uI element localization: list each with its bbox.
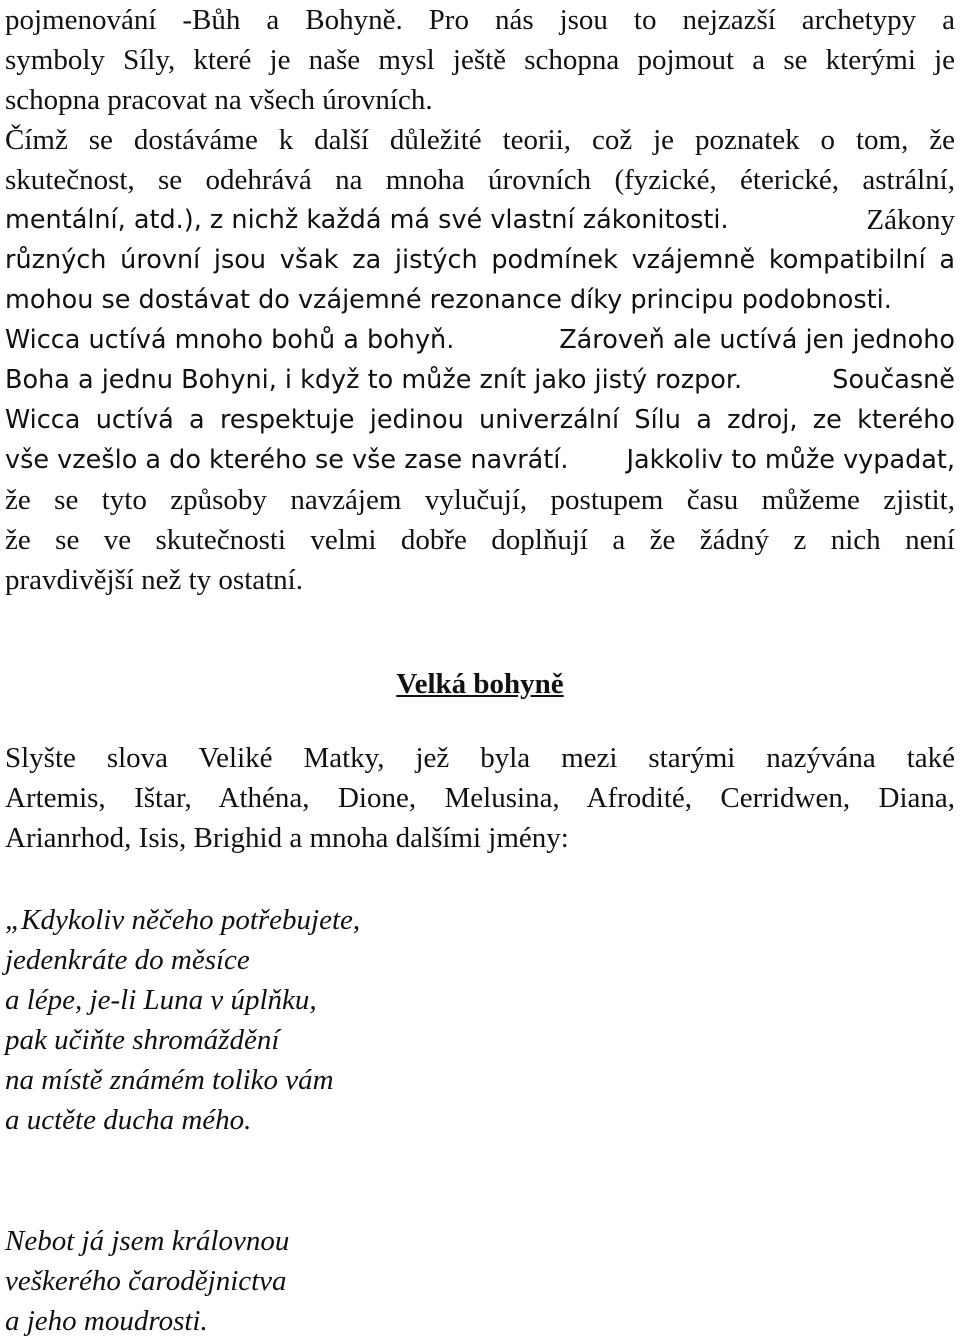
verse-line: a jeho moudrosti. (5, 1305, 208, 1337)
verse-line: Nebot já jsem královnou (5, 1225, 290, 1257)
text-line: Boha a jednu Bohyni, i když to může znít jako jistý rozpor. (5, 365, 743, 395)
paragraph-intro (5, 0, 955, 600)
verse-line: „Kdykoliv něčeho potřebujete, (5, 904, 361, 936)
verse-line: veškerého čarodějnictva (5, 1265, 287, 1297)
section-heading: Velká bohyně (396, 668, 564, 700)
text-line: Wicca uctívá a respektuje jedinou univerzální Sílu a zdroj, ze kterého (5, 405, 955, 435)
text-line: že se ve skutečnosti velmi dobře doplňují a že žádný z nich není (5, 524, 955, 556)
text-line: různých úrovní jsou však za jistých podmínek vzájemně kompatibilní a (5, 245, 955, 275)
text-line: vše vzešlo a do kterého se vše zase navrátí. (5, 445, 569, 475)
text-line: mohou se dostávat do vzájemné rezonance díky principu podobnosti. (5, 285, 892, 315)
verse-line: na místě známém toliko vám (5, 1064, 334, 1096)
text-line: pravdivější než ty ostatní. (5, 564, 303, 596)
verse-line: jedenkráte do měsíce (5, 944, 250, 976)
text-line: Wicca uctívá mnoho bohů a bohyň. (5, 325, 455, 355)
text-line: Zároveň ale uctívá jen jednoho (559, 325, 955, 355)
verse-stanza-2 (5, 1221, 289, 1341)
text-line: mentální, atd.), z nichž každá má své vlastní zákonitosti. (5, 205, 729, 235)
paragraph-section-intro (5, 738, 955, 858)
text-line: skutečnost, se odehrává na mnoha úrovních (fyzické, éterické, astrální, (5, 164, 955, 196)
verse-stanza-1 (5, 900, 360, 1140)
text-line: schopna pracovat na všech úrovních. (5, 84, 433, 116)
text-line: Slyšte slova Veliké Matky, jež byla mezi starými nazývána také (5, 742, 955, 774)
text-line: Čímž se dostáváme k další důležité teorii, což je poznatek o tom, že (5, 124, 955, 156)
text-line: Artemis, Ištar, Athéna, Dione, Melusina, Afrodité, Cerridwen, Diana, (5, 782, 955, 814)
text-line: pojmenování -Bůh a Bohyně. Pro nás jsou to nejzazší archetypy a (5, 4, 955, 36)
text-line: Arianrhod, Isis, Brighid a mnoha dalšími jmény: (5, 822, 569, 854)
verse-line: pak učiňte shromáždění (5, 1024, 280, 1056)
verse-line: a uctěte ducha mého. (5, 1104, 252, 1136)
text-line: že se tyto způsoby navzájem vylučují, postupem času můžeme zjistit, (5, 484, 955, 516)
text-line: Jakkoliv to může vypadat, (626, 445, 955, 475)
verse-line: a lépe, je-li Luna v úplňku, (5, 984, 317, 1016)
text-line: Zákony (866, 204, 955, 236)
text-line: Současně (832, 365, 955, 395)
text-line: symboly Síly, které je naše mysl ještě schopna pojmout a se kterými je (5, 44, 955, 76)
